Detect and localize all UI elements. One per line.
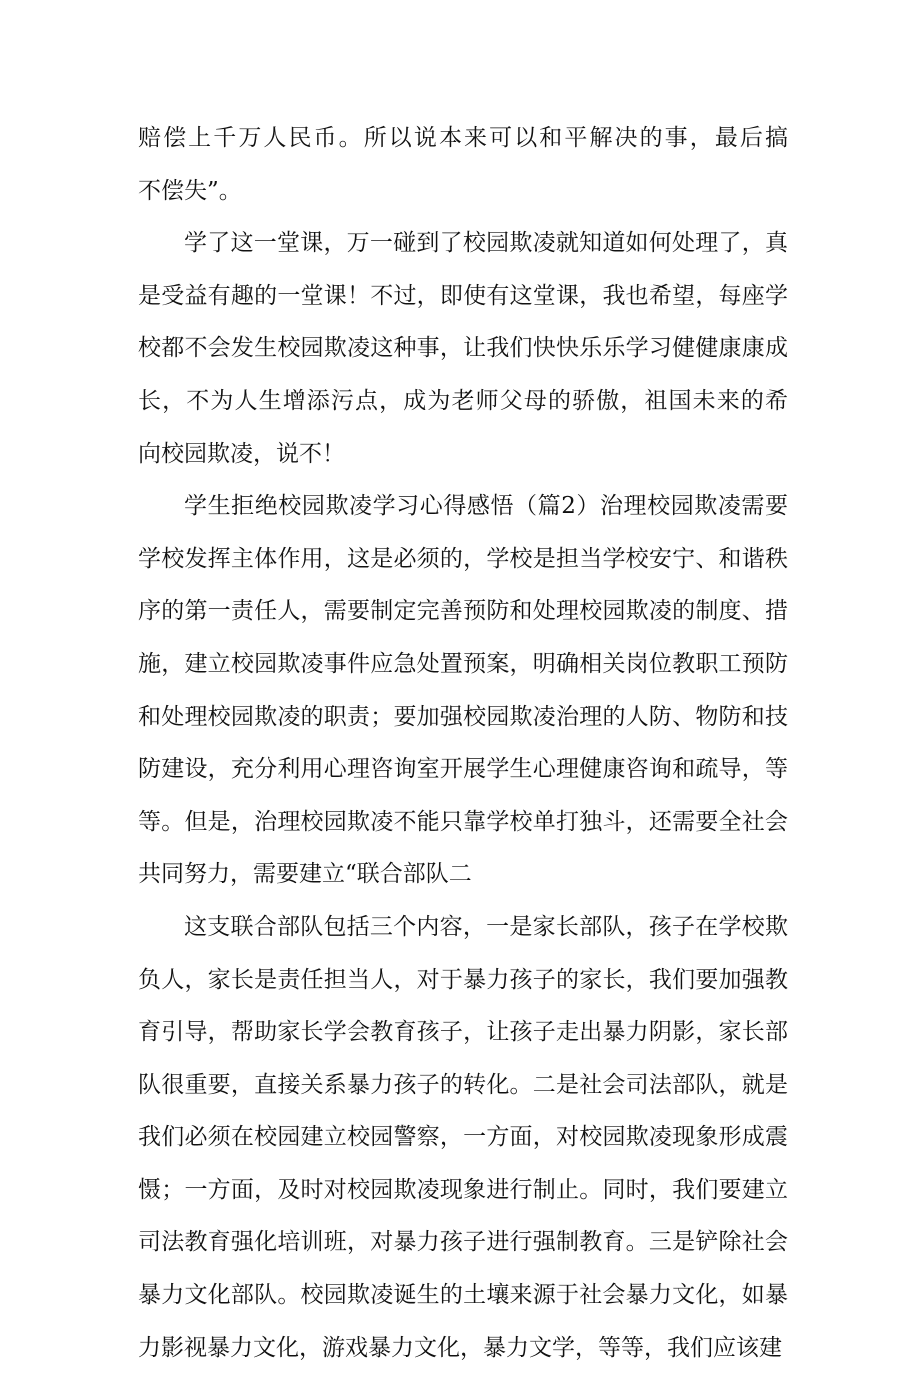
text-line: 赔偿上千万人民币。所以说本来可以和平解决的事，最后搞 bbox=[138, 125, 788, 151]
text-line: 育引导，帮助家长学会教育孩子，让孩子走出暴力阴影，家长部 bbox=[138, 1019, 788, 1046]
text-line: 我们必须在校园建立校园警察，一方面，对校园欺凌现象形成震 bbox=[138, 1124, 788, 1151]
text-line: 校都不会发生校园欺凌这种事，让我们快快乐乐学习健健康康成 bbox=[138, 335, 788, 362]
text-line: 防建设，充分利用心理咨询室开展学生心理健康咨询和疏导，等 bbox=[138, 756, 788, 783]
text-line: 等。但是，治理校园欺凌不能只靠学校单打独斗，还需要全社会 bbox=[138, 808, 788, 835]
text-line: 队很重要，直接关系暴力孩子的转化。二是社会司法部队，就是 bbox=[138, 1071, 788, 1098]
text-line: 力影视暴力文化，游戏暴力文化，暴力文学，等等，我们应该建 bbox=[138, 1334, 782, 1361]
text-line: 学了这一堂课，万一碰到了校园欺凌就知道如何处理了，真 bbox=[184, 230, 788, 257]
text-line: 学生拒绝校园欺凌学习心得感悟（篇2）治理校园欺凌需要 bbox=[184, 493, 788, 520]
text-line: 长，不为人生增添污点，成为老师父母的骄傲，祖国未来的希 bbox=[138, 387, 788, 414]
text-line: 施，建立校园欺凌事件应急处置预案，明确相关岗位教职工预防 bbox=[138, 650, 788, 677]
text-line: 和处理校园欺凌的职责；要加强校园欺凌治理的人防、物防和技 bbox=[138, 703, 788, 730]
text-line: 共同努力，需要建立“联合部队二 bbox=[138, 861, 472, 888]
text-line: 负人，家长是责任担当人，对于暴力孩子的家长，我们要加强教 bbox=[138, 966, 788, 993]
paragraph bbox=[138, 901, 788, 1374]
body-text bbox=[138, 112, 788, 1374]
text-line: 司法教育强化培训班，对暴力孩子进行强制教育。三是铲除社会 bbox=[138, 1229, 788, 1256]
text-line: 暴力文化部队。校园欺凌诞生的土壤来源于社会暴力文化，如暴 bbox=[138, 1282, 788, 1309]
text-line: 这支联合部队包括三个内容，一是家长部队，孩子在学校欺 bbox=[184, 913, 788, 940]
paragraph bbox=[138, 217, 788, 480]
text-line: 是受益有趣的一堂课！不过，即使有这堂课，我也希望，每座学 bbox=[138, 282, 788, 309]
text-line: 学校发挥主体作用，这是必须的，学校是担当学校安宁、和谐秩 bbox=[138, 545, 788, 572]
text-line: 序的第一责任人，需要制定完善预防和处理校园欺凌的制度、措 bbox=[138, 598, 788, 625]
text-line: 向校园欺凌，说不！ bbox=[138, 440, 345, 467]
text-line: 不偿失”。 bbox=[138, 177, 242, 204]
paragraph bbox=[138, 112, 788, 217]
text-line: 慑；一方面，及时对校园欺凌现象进行制止。同时，我们要建立 bbox=[138, 1176, 788, 1203]
paragraph bbox=[138, 480, 788, 901]
